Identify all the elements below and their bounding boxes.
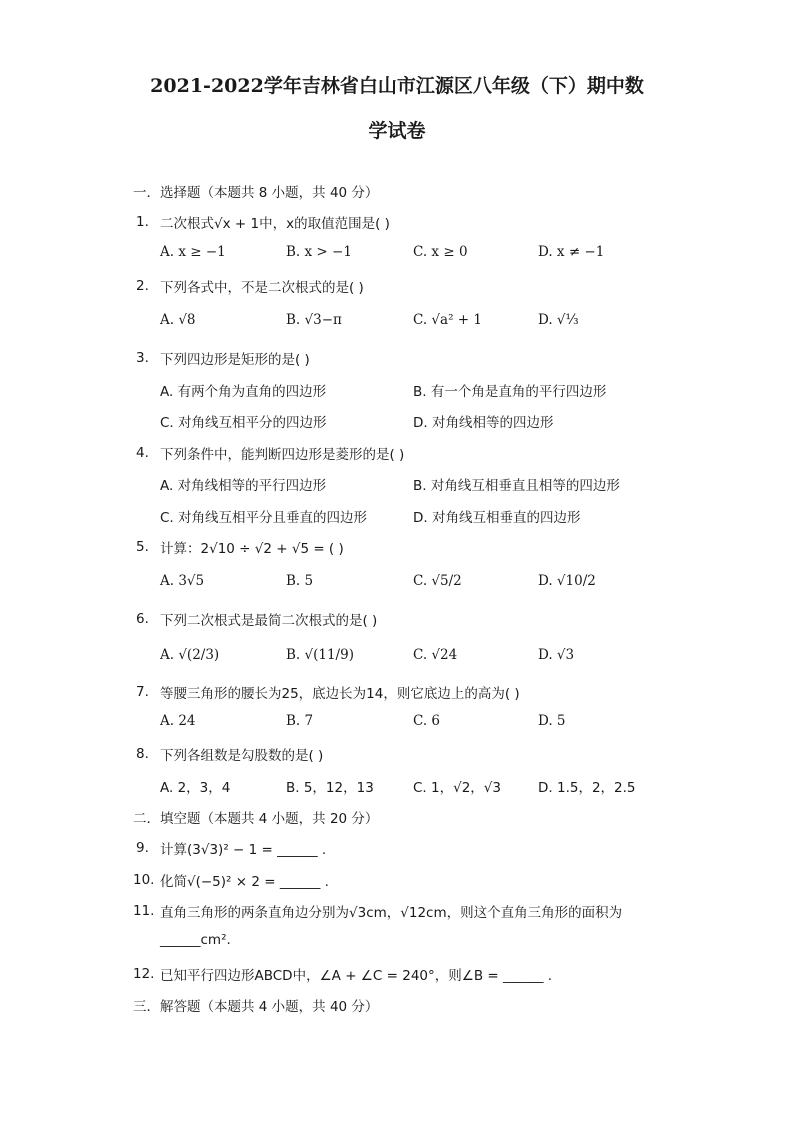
question-number: 3. [136, 350, 149, 366]
question-text: 已知平行四边形ABCD中，∠A + ∠C = 240°，则∠B = ______ . [160, 968, 553, 984]
option-d: D. 对角线互相垂直的四边形 [413, 510, 581, 526]
section-heading-choice: 一．选择题（本题共 8 小题，共 40 分） [133, 185, 379, 201]
question-text: 下列各式中，不是二次根式的是( ) [160, 280, 364, 296]
question-text: 计算(3√3)² − 1 = ______ . [160, 842, 327, 858]
question-text: 化简√(−5)² × 2 = ______ . [160, 874, 329, 890]
option-c: C. 1，√2，√3 [413, 780, 501, 796]
option-c: C. x ≥ 0 [413, 244, 468, 260]
option-b: B. √(11/9) [286, 647, 354, 663]
question-text: 下列各组数是勾股数的是( ) [160, 748, 324, 764]
option-d: D. √⅓ [538, 312, 579, 328]
section-heading-answer: 三．解答题（本题共 4 小题，共 40 分） [133, 999, 379, 1015]
option-d: D. 1.5，2，2.5 [538, 780, 636, 796]
question-number: 7. [136, 684, 149, 700]
question-text: 二次根式√x + 1中，x的取值范围是( ) [160, 216, 390, 232]
question-text: 下列四边形是矩形的是( ) [160, 352, 310, 368]
question-number: 9. [136, 840, 149, 856]
option-b: B. 对角线互相垂直且相等的四边形 [413, 478, 620, 494]
option-a: A. √(2/3) [160, 647, 220, 663]
option-a: A. 对角线相等的平行四边形 [160, 478, 327, 494]
question-number: 6. [136, 611, 149, 627]
question-number: 10. [133, 872, 155, 888]
option-d: D. 对角线相等的四边形 [413, 415, 554, 431]
section-heading-fill: 二．填空题（本题共 4 小题，共 20 分） [133, 811, 379, 827]
page-title-line-2: 学试卷 [368, 120, 426, 142]
option-c: C. 6 [413, 713, 441, 729]
option-c: C. √5/2 [413, 573, 462, 589]
question-number: 4. [136, 445, 149, 461]
option-a: A. x ≥ −1 [160, 244, 226, 260]
option-c: C. √a² + 1 [413, 312, 482, 328]
option-c: C. 对角线互相平分的四边形 [160, 415, 327, 431]
question-number: 5. [136, 539, 149, 555]
option-a: A. 有两个角为直角的四边形 [160, 384, 327, 400]
option-b: B. 7 [286, 713, 314, 729]
question-number: 12. [133, 966, 155, 982]
option-b: B. √3−π [286, 312, 342, 328]
question-number: 2. [136, 278, 149, 294]
option-b: B. 5，12，13 [286, 780, 374, 796]
page-title-line-1: 2021-2022学年吉林省白山市江源区八年级（下）期中数 [150, 75, 644, 97]
option-b: B. 有一个角是直角的平行四边形 [413, 384, 607, 400]
question-text: 计算：2√10 ÷ √2 + √5 = ( ) [160, 541, 344, 557]
question-text: 下列条件中，能判断四边形是菱形的是( ) [160, 447, 405, 463]
question-text: 下列二次根式是最简二次根式的是( ) [160, 613, 378, 629]
question-number: 11. [133, 903, 155, 919]
option-d: D. x ≠ −1 [538, 244, 605, 260]
option-a: A. √8 [160, 312, 196, 328]
option-a: A. 3√5 [160, 573, 205, 589]
option-a: A. 2，3，4 [160, 780, 231, 796]
option-c: C. 对角线互相平分且垂直的四边形 [160, 510, 368, 526]
question-text: 直角三角形的两条直角边分别为√3cm，√12cm，则这个直角三角形的面积为 [160, 905, 623, 921]
option-c: C. √24 [413, 647, 458, 663]
option-a: A. 24 [160, 713, 196, 729]
option-b: B. x > −1 [286, 244, 352, 260]
option-d: D. 5 [538, 713, 566, 729]
question-text: 等腰三角形的腰长为25，底边长为14，则它底边上的高为( ) [160, 686, 520, 702]
question-number: 1. [136, 214, 149, 230]
question-number: 8. [136, 746, 149, 762]
question-text-continued: ______cm². [160, 932, 231, 948]
option-d: D. √3 [538, 647, 575, 663]
option-d: D. √10/2 [538, 573, 596, 589]
option-b: B. 5 [286, 573, 314, 589]
